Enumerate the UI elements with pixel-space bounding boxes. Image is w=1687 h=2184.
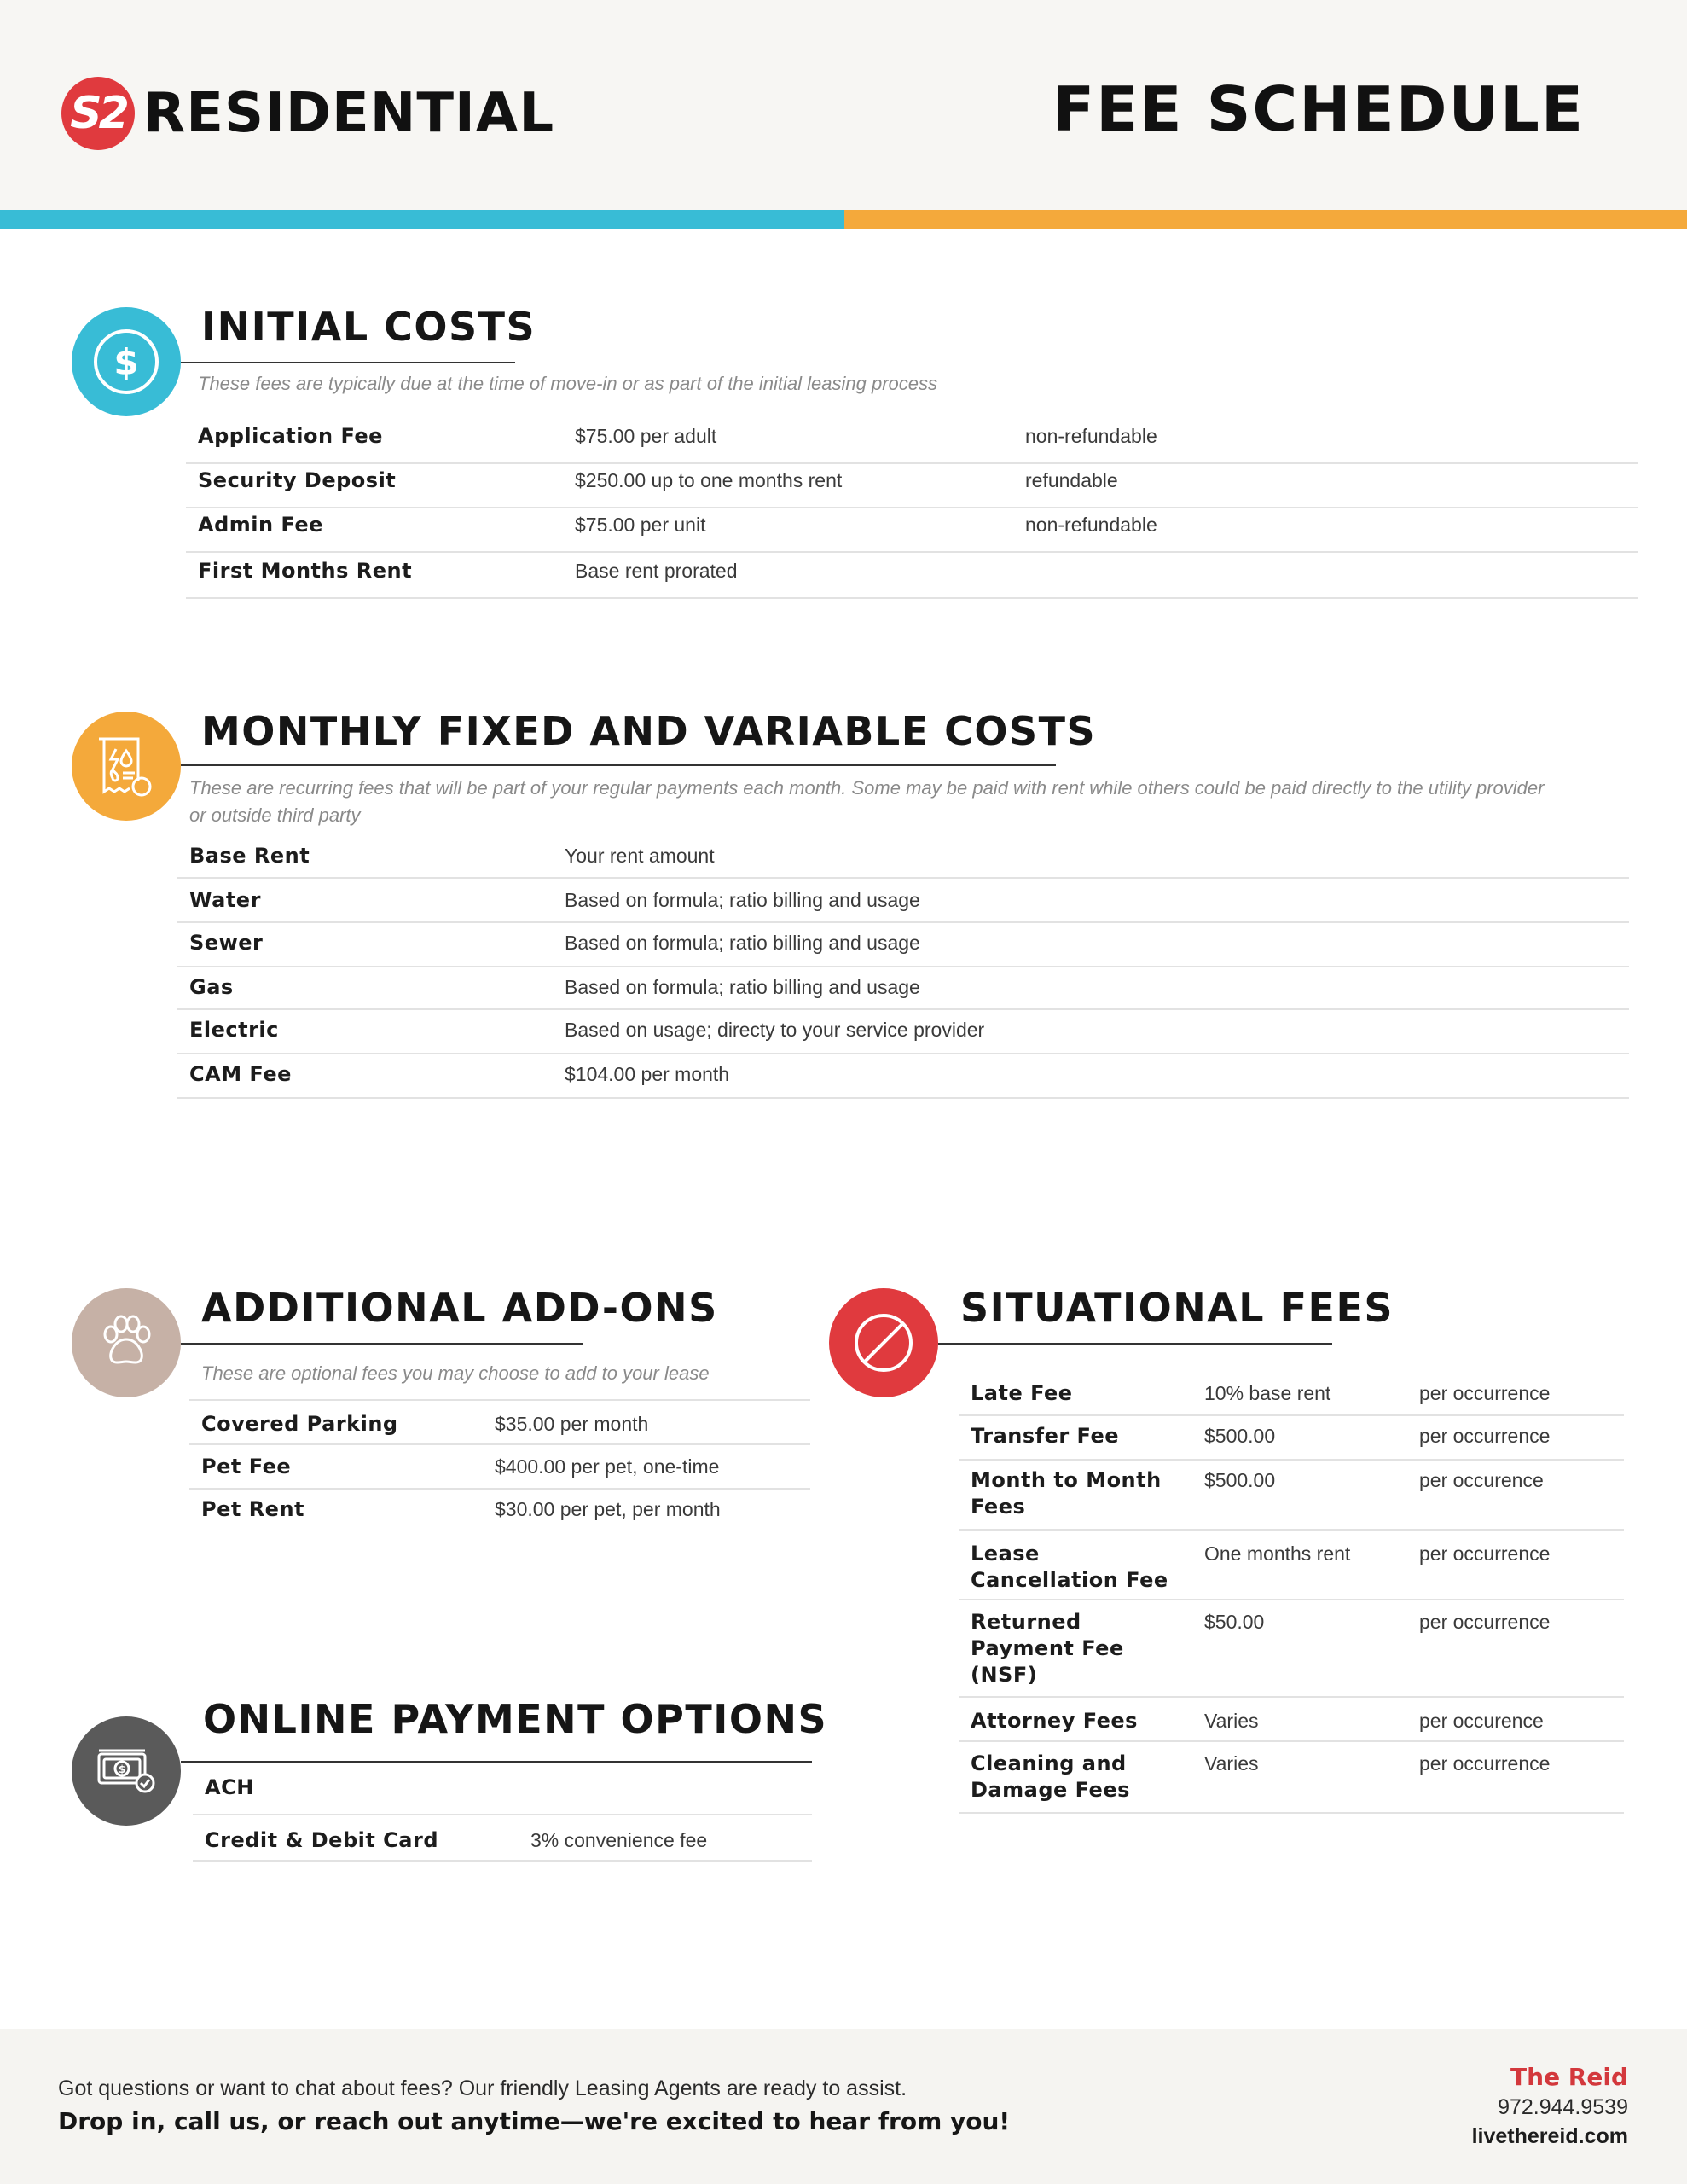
fee-label-line: (NSF) [971,1663,1038,1687]
fee-note: refundable [1025,469,1118,491]
table-row [186,464,1638,508]
fee-label: First Months Rent [198,559,413,583]
fee-note: per occurrence [1419,1542,1551,1565]
fee-label-line: Cancellation Fee [971,1568,1168,1592]
dollar-icon [72,307,181,416]
table-row [177,1010,1629,1054]
payment-label: Credit & Debit Card [205,1828,439,1852]
table-row [189,1490,810,1534]
fee-value: $500.00 [1204,1425,1276,1447]
fee-note: per occurence [1419,1710,1544,1732]
svg-text:$: $ [113,341,139,383]
table-row [193,1815,812,1862]
table-row [959,1600,1624,1698]
fee-label [959,1751,1204,1812]
footer-message: Got questions or want to chat about fees? Our friendly Leasing Agents are ready to assist. [58,2077,907,2100]
fee-value: $35.00 per month [495,1413,649,1435]
footer-band [0,2029,1687,2184]
fee-value: Varies [1204,1752,1259,1774]
section-title-online: ONLINE PAYMENT OPTIONS [203,1696,828,1742]
footer-cta: Drop in, call us, or reach out anytime—we're excited to hear from you! [58,2107,1011,2135]
fee-value: Your rent amount [565,845,715,867]
fee-note: non-refundable [1025,514,1157,536]
fee-value: Based on usage; directy to your service provider [565,1019,985,1041]
section-subtitle: or outside third party [189,804,361,826]
fee-value: $400.00 per pet, one-time [495,1455,720,1478]
table-row [189,1445,810,1490]
phone-number[interactable]: 972.944.9539 [1498,2095,1628,2119]
payment-label: ACH [205,1775,254,1799]
table-row [959,1698,1624,1742]
logo-mark: S2 [61,77,135,150]
fee-label-line: Lease [971,1542,1040,1565]
page-title: FEE SCHEDULE [1052,73,1585,145]
fee-value: One months rent [1204,1542,1351,1565]
fee-label: Security Deposit [198,468,397,492]
cash-payment-icon [72,1716,181,1826]
fee-value: $75.00 per adult [575,425,717,447]
table-row [186,553,1638,599]
fee-label: Water [189,888,261,912]
fee-label-line: Month to Month [971,1468,1162,1492]
svg-text:$: $ [118,1763,126,1775]
fee-value: $104.00 per month [565,1063,730,1085]
table-row [959,1375,1624,1416]
logo [61,75,554,152]
fee-label: Pet Fee [201,1455,292,1478]
fee-value: $30.00 per pet, per month [495,1498,721,1520]
table-row [177,843,1629,879]
fee-note: per occurrence [1419,1382,1551,1404]
table-row [177,923,1629,967]
table-row [189,1401,810,1445]
logo-text: RESIDENTIAL [143,82,555,145]
section-subtitle: These are optional fees you may choose to add to your lease [201,1362,710,1384]
fee-label: Pet Rent [201,1497,305,1521]
fee-value: Base rent prorated [575,560,738,582]
section-title-situational: SITUATIONAL FEES [960,1285,1394,1331]
section-rule [938,1343,1332,1345]
property-name: The Reid [1510,2063,1628,2091]
fee-value: $75.00 per unit [575,514,706,536]
website-link[interactable]: livethereid.com [1471,2124,1628,2148]
fee-value: Varies [1204,1710,1259,1732]
fee-value: $50.00 [1204,1611,1265,1633]
fee-note: per occurrence [1419,1752,1551,1774]
section-title-addons: ADDITIONAL ADD-ONS [201,1285,718,1331]
fee-value: Based on formula; ratio billing and usage [565,932,920,954]
table-row [186,420,1638,464]
table-row [959,1742,1624,1814]
section-title-initial: INITIAL COSTS [201,304,536,350]
fee-label-line: Damage Fees [971,1778,1130,1802]
section-rule [181,1343,583,1345]
fee-label: Covered Parking [201,1412,398,1436]
table-row [177,1054,1629,1099]
utility-bill-icon [72,712,181,821]
table-row [177,967,1629,1010]
fee-label: Electric [189,1018,279,1042]
table-row [959,1461,1624,1531]
fee-note: per occurrence [1419,1611,1551,1633]
paw-icon [72,1288,181,1397]
accent-stripe-blue [0,210,844,229]
fee-value: Based on formula; ratio billing and usage [565,889,920,911]
section-subtitle: These fees are typically due at the time of move-in or as part of the initial leasing process [198,373,937,394]
table-row [959,1531,1624,1600]
fee-label-line: Fees [971,1495,1026,1519]
fee-label: Base Rent [189,844,310,868]
fee-note: per occurrence [1419,1425,1551,1447]
fee-label: Attorney Fees [971,1709,1138,1733]
fee-value: Based on formula; ratio billing and usage [565,976,920,998]
fee-label: CAM Fee [189,1062,292,1086]
section-rule [181,362,515,363]
fee-label [959,1609,1204,1696]
table-row [186,508,1638,553]
fee-value: 10% base rent [1204,1382,1331,1404]
payment-value: 3% convenience fee [530,1829,708,1851]
fee-label: Sewer [189,931,264,955]
accent-stripe-orange [844,210,1687,229]
fee-label: Admin Fee [198,513,323,537]
fee-label-line: Payment Fee [971,1636,1124,1660]
section-subtitle: These are recurring fees that will be part of your regular payments each month. Some may be paid with rent while others could be paid directly to the utility provider [189,777,1545,799]
fee-label [959,1467,1204,1529]
table-row [959,1416,1624,1461]
fee-value: $250.00 up to one months rent [575,469,843,491]
prohibited-icon [829,1288,938,1397]
fee-label [959,1541,1204,1599]
fee-label: Late Fee [971,1381,1073,1405]
fee-label-line: Returned [971,1610,1081,1634]
fee-label: Application Fee [198,424,383,448]
section-title-monthly: MONTHLY FIXED AND VARIABLE COSTS [201,708,1097,754]
table-row [193,1763,812,1815]
fee-note: per occurence [1419,1469,1544,1491]
fee-label: Transfer Fee [971,1424,1120,1448]
section-rule [181,764,1056,766]
table-row [177,879,1629,923]
fee-value: $500.00 [1204,1469,1276,1491]
fee-note: non-refundable [1025,425,1157,447]
fee-label-line: Cleaning and [971,1751,1127,1775]
fee-label: Gas [189,975,234,999]
